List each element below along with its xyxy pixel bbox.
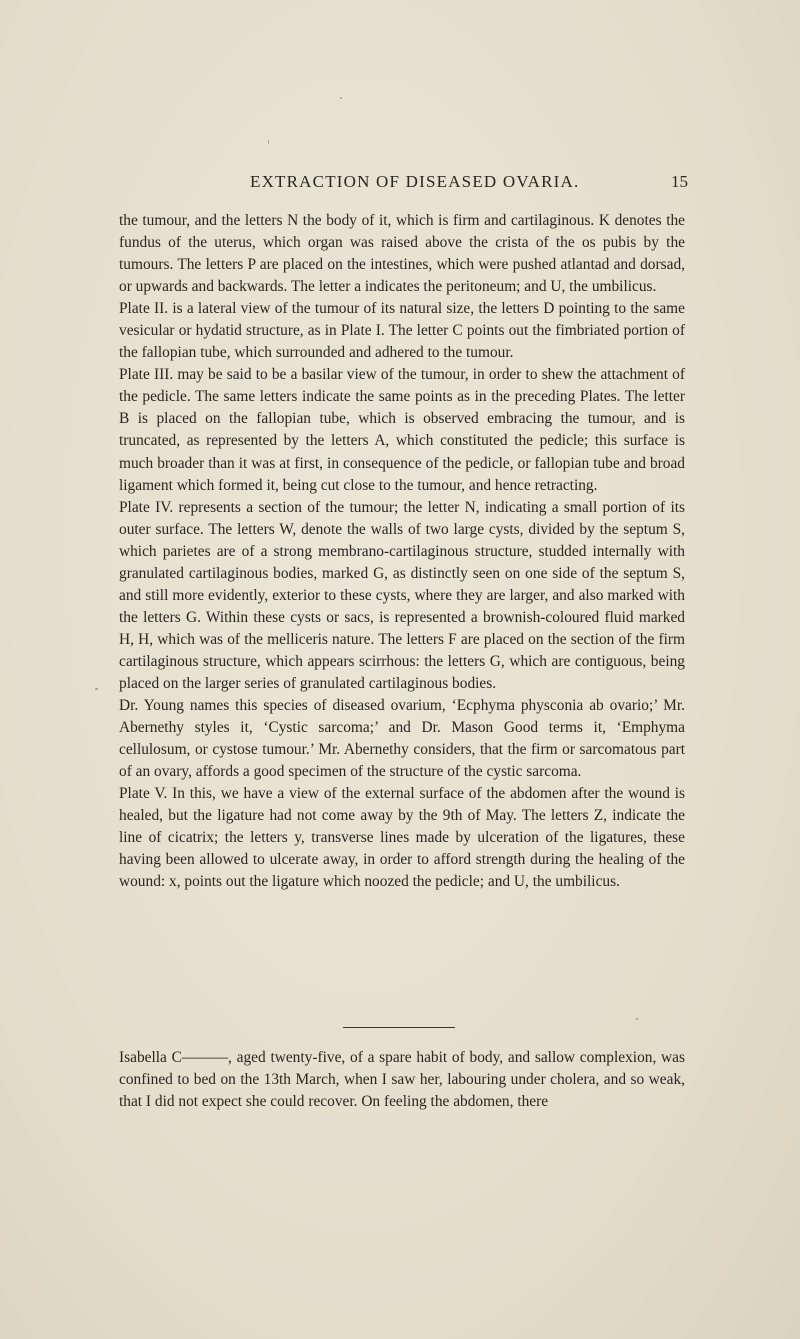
paragraph-synonyms: Dr. Young names this species of diseased ovarium, ‘Ecphyma physconia ab ovario;’ Mr. Abernethy styles it, ‘Cystic sarcoma;’ and Dr. Mason Good terms it, ‘Emphyma cellulosum, or cystose tumour.’ Mr. Abernethy considers, that the firm or sarcomatous part of an ovary, affords a good specimen of the structure of the cystic sarcoma. — [119, 697, 685, 781]
case-text — [119, 1047, 685, 1113]
paper-speck — [636, 1018, 638, 1020]
paragraph-case-isabella: Isabella C———, aged twenty-five, of a spare habit of body, and sallow complexion, was confined to bed on the 13th March, when I saw her, labouring under cholera, and so weak, that I did not expect she could recover. On feeling the abdomen, there — [119, 1049, 685, 1111]
paragraph-plate-i-continued: the tumour, and the letters N the body of it, which is firm and cartilaginous. K denotes the fundus of the uterus, which organ was raised above the crista of the os pubis by the tumours. The letters P are placed on the intestines, which were pushed atlantad and dorsad, or upwards and backwards. The letter a indicates the peritoneum; and U, the umbilicus. — [119, 212, 685, 296]
paragraph-plate-iv: Plate IV. represents a section of the tumour; the letter N, indicating a small portion of its outer surface. The letters W, denote the walls of two large cysts, divided by the septum S, which parietes are of a strong membrano-cartilaginous structure, studded internally with granulated cartilaginous bodies, marked G, as distinctly seen on one side of the septum S, and still more evidently, exterior to these cysts, where they are larger, and also marked with the letters G. Within these cysts or sacs, is represented a brownish-coloured fluid marked H, H, which was of the melliceris nature. The letters F are placed on the section of the firm cartilaginous structure, which appears scirrhous: the letters G, which are contiguous, being placed on the larger series of granulated cartilaginous bodies. — [119, 498, 685, 692]
paper-speck — [95, 688, 98, 690]
body-text — [119, 210, 685, 893]
paper-speck — [268, 140, 269, 144]
paragraph-plate-ii: Plate II. is a lateral view of the tumour of its natural size, the letters D pointing to the same vesicular or hydatid structure, as in Plate I. The letter C points out the fimbriated portion of the fallopian tube, which surrounded and adhered to the tumour. — [119, 300, 685, 362]
running-title: EXTRACTION OF DISEASED OVARIA. — [250, 172, 580, 191]
paper-speck — [340, 97, 342, 99]
page-number: 15 — [671, 172, 688, 191]
page-header — [0, 172, 800, 196]
section-divider — [343, 1027, 455, 1028]
paragraph-plate-iii: Plate III. may be said to be a basilar view of the tumour, in order to shew the attachment of the pedicle. The same letters indicate the same points as in the preceding Plates. The letter B is placed on the fallopian tube, which is observed embracing the tumour, and is truncated, as represented by the letters A, which constituted the pedicle; this surface is much broader than it was at first, in consequence of the pedicle, or fallopian tube and broad ligament which formed it, being cut close to the tumour, and hence retracting. — [119, 366, 685, 494]
paragraph-plate-v: Plate V. In this, we have a view of the external surface of the abdomen after the wound is healed, but the ligature had not come away by the 9th of May. The letters Z, indicate the line of cicatrix; the letters y, transverse lines made by ulceration of the ligatures, these having been allowed to ulcerate away, in order to afford strength during the healing of the wound: x, points out the ligature which noozed the pedicle; and U, the umbilicus. — [119, 785, 685, 891]
